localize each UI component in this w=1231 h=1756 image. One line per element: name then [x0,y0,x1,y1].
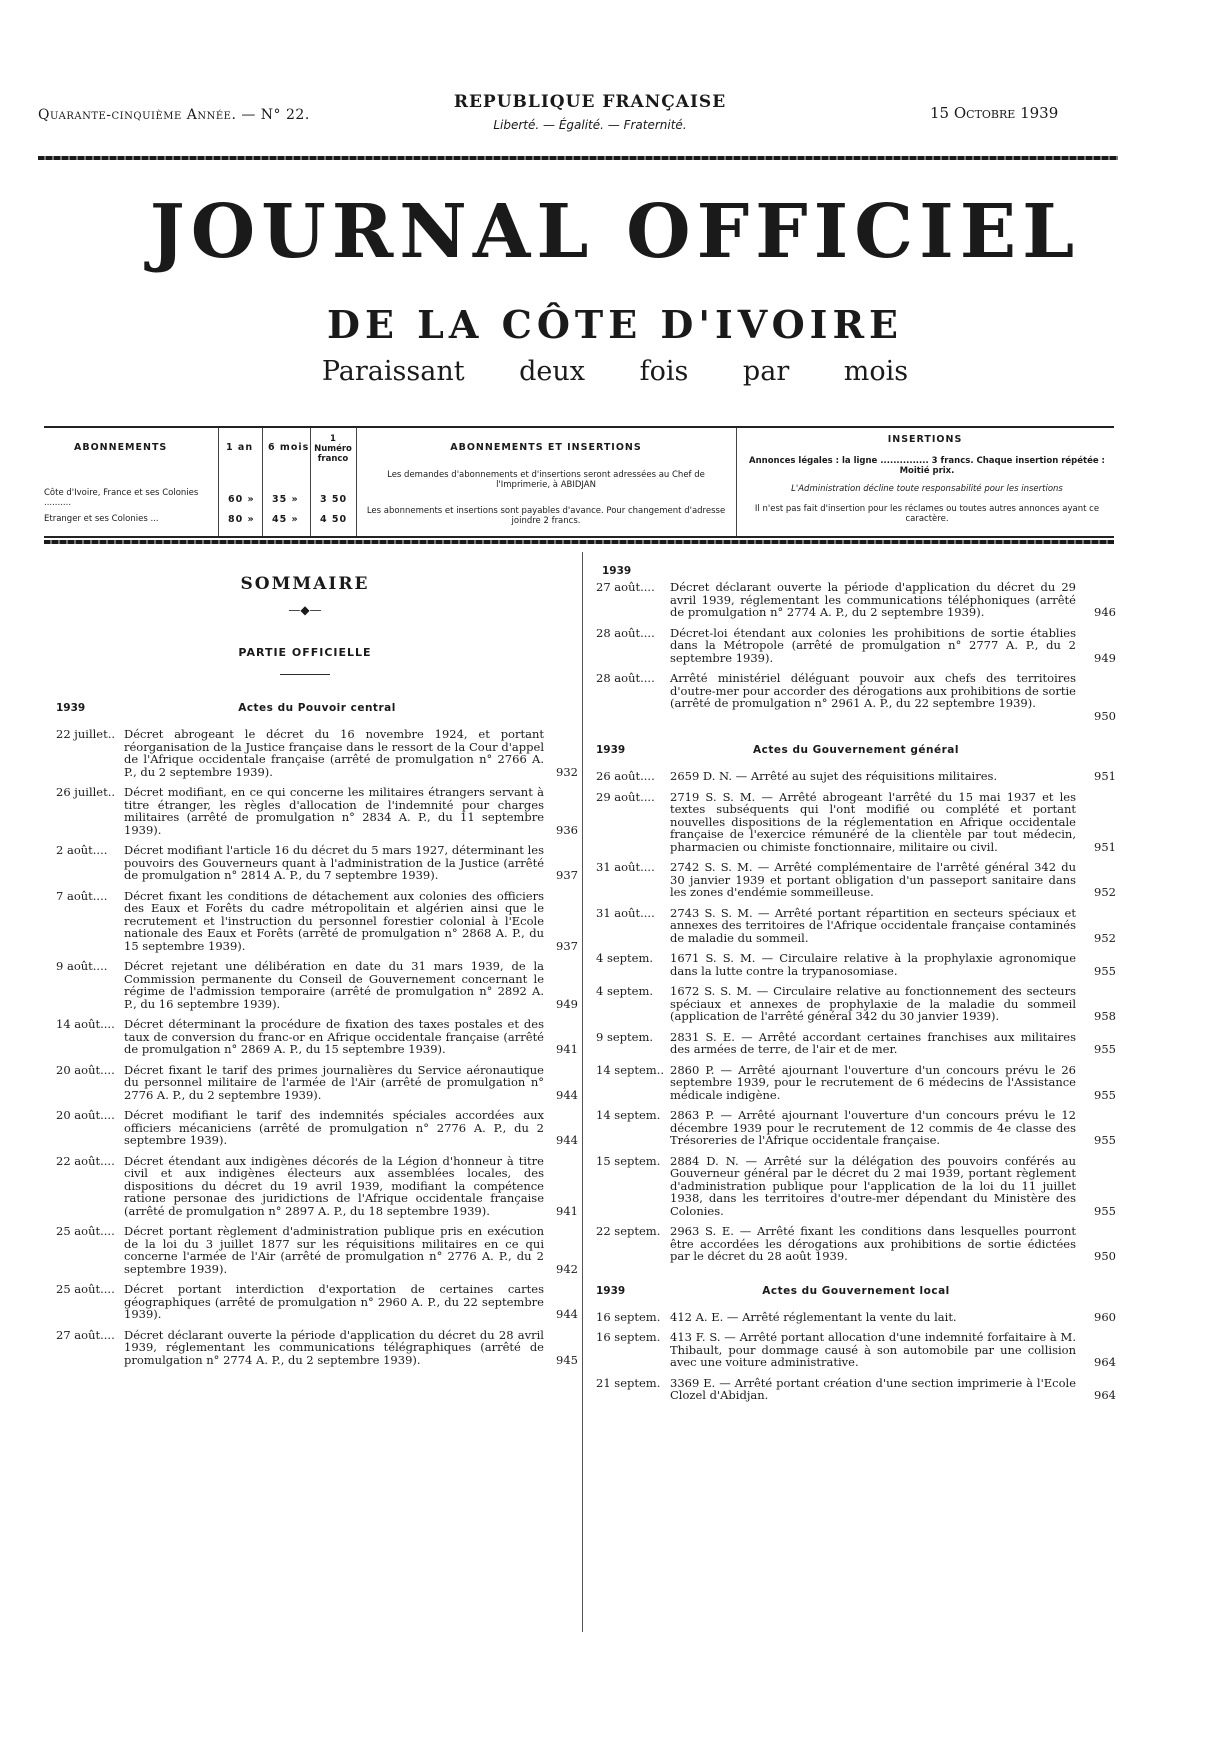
partie-officielle: PARTIE OFFICIELLE [238,646,372,659]
entry-date: 21 septem. [596,1375,661,1390]
subs-head-insertions: INSERTIONS [887,434,963,445]
entry-text: Décret déclarant ouverte la période d'application du décret du 29 avril 1939, réglementant les communications téléphoniques (arrêté de promulgation n° 2774 A. P., du 2 septembre 1939). [670,580,1076,619]
summary-entry [596,1225,1116,1263]
republic-title: REPUBLIQUE FRANÇAISE [453,92,727,112]
column-divider [582,552,583,1632]
entry-date: 27 août.... [596,580,655,594]
summary-entry [56,1225,578,1275]
entry-page: 945 [556,1352,578,1367]
subs-ins-text3: Il n'est pas fait d'insertion pour les réclames ou toutes autres annonces ayant ce caractère. [754,504,1100,524]
entry-date: 29 août.... [596,789,655,804]
entry-page: 951 [1094,839,1116,854]
journal-subtitle: DE LA CÔTE D'IVOIRE [327,302,903,347]
entry-date: 14 août.... [56,1017,115,1031]
subs-head-abonnements: ABONNEMENTS [74,442,168,453]
entry-page: 936 [556,822,578,837]
left-column [56,702,578,1552]
right-column [596,565,1116,1565]
entry-page: 955 [1094,963,1116,978]
summary-entry [596,907,1116,945]
summary-entry [596,1331,1116,1369]
entry-page: 932 [556,764,578,779]
summary-entry [56,786,578,836]
subs-row2-6mois: 45 » [272,514,299,525]
entry-page: 958 [1094,1009,1116,1023]
entry-text: Décret déterminant la procédure de fixation des taxes postales et des taux de conversion du franc-or en Afrique occidentale française (arrêté de promulgation n° 2869 A. P., du 15 septembre 1939). [124,1017,544,1056]
section-year: 1939 [596,744,626,756]
entry-text: Décret portant règlement d'administration publique pris en exécution de la loi du 3 juillet 1877 sur les réquisitions militaires en ce qui concerne l'armée de l'Air (arrêté de promulgation n° 2776 A. P., du 2 septembre 1939). [124,1224,544,1276]
entry-text: 2884 D. N. — Arrêté sur la délégation des pouvoirs conférés au Gouverneur général par le décret du 2 mai 1939, portant règlement d'administration publique pour l'application de la loi du 11 juillet 1938, dans les territoires d'outre-mer dépendant du Ministère des Colonies. [670,1153,1076,1218]
entry-date: 14 septem. [596,1108,661,1122]
subs-ins-text1: Annonces légales : la ligne ............... 3 francs. Chaque insertion répétée : Moitié prix. [749,456,1105,476]
subs-row2-num: 4 50 [320,514,348,525]
entry-date: 26 août.... [596,769,655,783]
entry-page: 950 [1094,708,1116,723]
entry-date: 27 août.... [56,1327,115,1342]
entry-page: 946 [1094,605,1116,619]
entry-text: Décret modifiant, en ce qui concerne les militaires étrangers servant à titre étranger, les règles d'allocation de l'indemnité pour charges militaires (arrêté de promulgation n° 2834 A. P., du 11 septembre 1939). [124,785,544,837]
header-rule [38,156,1118,160]
subs-head-1an: 1 an [226,442,254,453]
entry-page: 964 [1094,1355,1116,1369]
entry-date: 22 septem. [596,1224,661,1238]
entry-text: Décret fixant les conditions de détachement aux colonies des officiers des Eaux et Forêts du cadre métropolitain et algérien ainsi que le recrutement et l'instruction du personnel forestier colonial à l'Ecole nationale des Eaux et Forêts (arrêté de promulgation n° 2868 A. P., du 15 septembre 1939). [124,888,544,953]
summary-entry [56,1109,578,1147]
entry-date: 28 août.... [596,625,655,640]
entry-page: 951 [1094,769,1116,783]
entry-text: 2743 S. S. M. — Arrêté portant répartition en secteurs spéciaux et annexes des territoires de l'Afrique occidentale française contaminés de maladie du sommeil. [670,905,1076,945]
entry-date: 22 août.... [56,1153,115,1168]
entry-page: 944 [556,1307,578,1321]
subs-row1-6mois: 35 » [272,494,299,505]
entry-date: 4 septem. [596,951,654,965]
entry-text: Décret-loi étendant aux colonies les prohibitions de sortie établies dans la Métropole (arrêté de promulgation n° 2777 A. P., du 2 septembre 1939). [670,625,1076,665]
entry-page: 944 [556,1133,578,1147]
entry-page: 941 [556,1203,578,1218]
entry-text: Décret étendant aux indigènes décorés de la Légion d'honneur à titre civil et aux indigènes électeurs aux assemblées locales, des dispositions du décret du 19 avril 1939, modifiant la compétence ratione personae des juridictions de l'Afrique occidentale française (arrêté de promulgation n° 2897 A. P., du 18 septembre 1939). [124,1153,544,1218]
entry-page: 955 [1094,1087,1116,1102]
summary-entry [596,1109,1116,1147]
section-name: Actes du Gouvernement général [753,744,959,756]
entry-page: 949 [556,996,578,1011]
entry-text: Décret modifiant le tarif des indemnités spéciales accordées aux officiers mécaniciens (arrêté de promulgation n° 2776 A. P., du 2 septembre 1939). [124,1108,544,1147]
entry-page: 952 [1094,885,1116,899]
summary-entry [56,844,578,882]
issue-date: 15 Octobre 1939 [930,104,1059,122]
entry-text: 2719 S. S. M. — Arrêté abrogeant l'arrêté du 15 mai 1937 et les textes subséquents qui l'ont modifié ou complété et portant nouvelles dispositions de la réglementation en Afrique occidentale française de l'exercice rémunéré de la clientèle par tout médecin, pharmacien ou chimiste fonctionnaire, militaire ou civil. [670,789,1076,854]
sommaire-title: SOMMAIRE [240,574,370,594]
entry-text: 3369 E. — Arrêté portant création d'une section imprimerie à l'Ecole Clozel d'Abidjan. [670,1375,1076,1402]
entry-page: 941 [556,1042,578,1056]
subs-row1-label: Côte d'Ivoire, France et ses Colonies .......... [44,488,199,508]
entry-date: 15 septem. [596,1153,661,1168]
republic-motto: Liberté. — Égalité. — Fraternité. [493,118,687,132]
entry-page: 952 [1094,930,1116,945]
entry-page: 944 [556,1087,578,1102]
summary-entry [596,1064,1116,1102]
subs-row2-1an: 80 » [228,514,255,525]
entry-text: 412 A. E. — Arrêté réglementant la vente du lait. [670,1309,957,1324]
entry-text: Décret fixant le tarif des primes journalières du Service aéronautique du personnel militaire de l'armée de l'Air (arrêté de promulgation n° 2776 A. P., du 2 septembre 1939). [124,1062,544,1102]
summary-entry [596,627,1116,665]
entry-date: 31 août.... [596,860,655,874]
entry-page: 964 [1094,1388,1116,1402]
table-bottom-rule [44,540,1114,544]
entry-page: 950 [1094,1249,1116,1263]
partie-underline [280,674,330,675]
issue-number: Quarante-cinquième Année. — N° 22. [38,107,310,123]
entry-page: 960 [1094,1309,1116,1324]
summary-entry [596,1155,1116,1218]
entry-date: 14 septem.. [596,1062,665,1077]
entry-date: 22 juillet.. [56,727,116,741]
sommaire-ornament: —◆— [288,603,322,617]
entry-date: 20 août.... [56,1108,115,1122]
entry-page: 937 [556,938,578,953]
right-year-top: 1939 [602,565,632,577]
entry-date: 25 août.... [56,1282,115,1296]
section-year: 1939 [56,702,86,714]
subs-ins-text2: L'Administration décline toute responsabilité pour les insertions [791,484,1063,494]
section-heading [56,702,578,716]
section-year: 1939 [596,1284,626,1297]
entry-page: 937 [556,868,578,882]
subscription-table [44,426,1114,538]
journal-tagline: Paraissant deux fois par mois [321,356,909,387]
summary-entry [596,985,1116,1023]
section-heading [596,744,1116,758]
summary-entry [56,1018,578,1056]
entry-page: 955 [1094,1133,1116,1147]
summary-entry [596,791,1116,854]
section-name: Actes du Gouvernement local [762,1284,950,1297]
journal-title: JOURNAL OFFICIEL [149,189,1081,275]
summary-entry [596,952,1116,977]
entry-text: 1671 S. S. M. — Circulaire relative à la prophylaxie agronomique dans la lutte contre la trypanosomiase. [670,951,1076,978]
entry-page: 955 [1094,1203,1116,1218]
entry-text: Décret abrogeant le décret du 16 novembre 1924, et portant réorganisation de la Justice française dans le ressort de la Cour d'appel de l'Afrique occidentale française (arrêté de promulgation n° 2766 A. P., du 2 septembre 1939). [124,727,544,779]
entry-date: 7 août.... [56,888,108,903]
summary-entry [56,1155,578,1218]
entry-text: 2963 S. E. — Arrêté fixant les conditions dans lesquelles pourront être accordées les dérogations aux prohibitions de sortie édictées par le décret du 28 août 1939. [670,1224,1076,1263]
entry-text: Décret déclarant ouverte la période d'application du décret du 28 avril 1939, réglementant les communications télégraphiques (arrêté de promulgation n° 2774 A. P., du 2 septembre 1939). [124,1327,544,1367]
section-name: Actes du Pouvoir central [238,702,396,714]
subs-head-numero: 1 Numéro franco [314,434,352,464]
entry-date: 9 août.... [56,959,108,973]
republic-block [430,92,750,132]
subs-row1-1an: 60 » [228,494,255,505]
summary-entry [596,1311,1116,1324]
summary-entry [56,1064,578,1102]
entry-date: 16 septem. [596,1309,661,1324]
summary-entry [56,960,578,1010]
entry-text: 1672 S. S. M. — Circulaire relative au fonctionnement des secteurs spéciaux et annexes de prophylaxie de la maladie du sommeil (application de l'arrêté général 342 du 30 janvier 1939). [670,984,1076,1023]
entry-text: Décret rejetant une délibération en date du 31 mars 1939, de la Commission permanente du Conseil de Gouvernement concernant le régime de l'admission temporaire (arrêté de promulgation n° 2892 A. P., du 16 septembre 1939). [124,959,544,1011]
entry-date: 26 juillet.. [56,785,116,799]
entry-date: 25 août.... [56,1224,115,1238]
summary-entry [596,861,1116,899]
summary-entry [596,1031,1116,1056]
entry-page: 949 [1094,650,1116,665]
entry-text: Arrêté ministériel déléguant pouvoir aux chefs des territoires d'outre-mer pour accorder des dérogations aux prohibitions de sortie (arrêté de promulgation n° 2961 A. P., du 22 septembre 1939). [670,671,1076,710]
summary-entry [56,890,578,953]
entry-date: 20 août.... [56,1062,115,1077]
summary-entry [596,1377,1116,1402]
summary-entry [56,1283,578,1321]
summary-entry [56,728,578,778]
summary-entry [596,581,1116,619]
subs-row1-num: 3 50 [320,494,348,505]
entry-date: 4 septem. [596,984,654,998]
subs-head-abo-ins: ABONNEMENTS ET INSERTIONS [450,442,642,453]
summary-entry [596,770,1116,783]
entry-date: 2 août.... [56,843,108,857]
subs-row2-label: Etranger et ses Colonies ... [44,514,159,524]
entry-text: 2659 D. N. — Arrêté au sujet des réquisitions militaires. [670,769,998,783]
entry-text: Décret modifiant l'article 16 du décret du 5 mars 1927, déterminant les pouvoirs des Gouverneurs quant à l'administration de la Justice (arrêté de promulgation n° 2814 A. P., du 7 septembre 1939). [124,843,544,882]
entry-page: 955 [1094,1042,1116,1056]
summary-entry [56,1329,578,1367]
entry-text: 2831 S. E. — Arrêté accordant certaines franchises aux militaires des armées de terre, de l'air et de mer. [670,1029,1076,1056]
section-heading [596,1285,1116,1299]
entry-text: 413 F. S. — Arrêté portant allocation d'une indemnité forfaitaire à M. Thibault, pour dommage causé à son automobile par une collision avec une voiture administrative. [670,1330,1076,1369]
entry-date: 31 août.... [596,905,655,920]
entry-page: 942 [556,1261,578,1276]
entry-date: 28 août.... [596,671,655,685]
entry-text: 2742 S. S. M. — Arrêté complémentaire de l'arrêté général 342 du 30 janvier 1939 et portant obligation d'un passeport sanitaire dans les zones d'endémie sommeilleuse. [670,860,1076,899]
entry-text: Décret portant interdiction d'exportation de certaines cartes géographiques (arrêté de promulgation n° 2960 A. P., du 22 septembre 1939). [124,1282,544,1321]
summary-entry [596,672,1116,722]
entry-date: 16 septem. [596,1330,661,1344]
subs-abo-text2: Les abonnements et insertions sont payables d'avance. Pour changement d'adresse joindre 2 francs. [366,506,726,526]
entry-text: 2863 P. — Arrêté ajournant l'ouverture d'un concours prévu le 12 décembre 1939 pour le recrutement de 12 commis de 4e classe des Trésoreries de l'Afrique occidentale française. [670,1108,1076,1147]
entry-date: 9 septem. [596,1029,654,1044]
subs-head-6mois: 6 mois [268,442,310,453]
subs-abo-text1: Les demandes d'abonnements et d'insertions seront adressées au Chef de l'Imprimerie, à ABIDJAN [387,470,705,490]
entry-text: 2860 P. — Arrêté ajournant l'ouverture d'un concours prévu le 26 septembre 1939, pour le recrutement de 6 médecins de l'Assistance médicale indigène. [670,1062,1076,1102]
